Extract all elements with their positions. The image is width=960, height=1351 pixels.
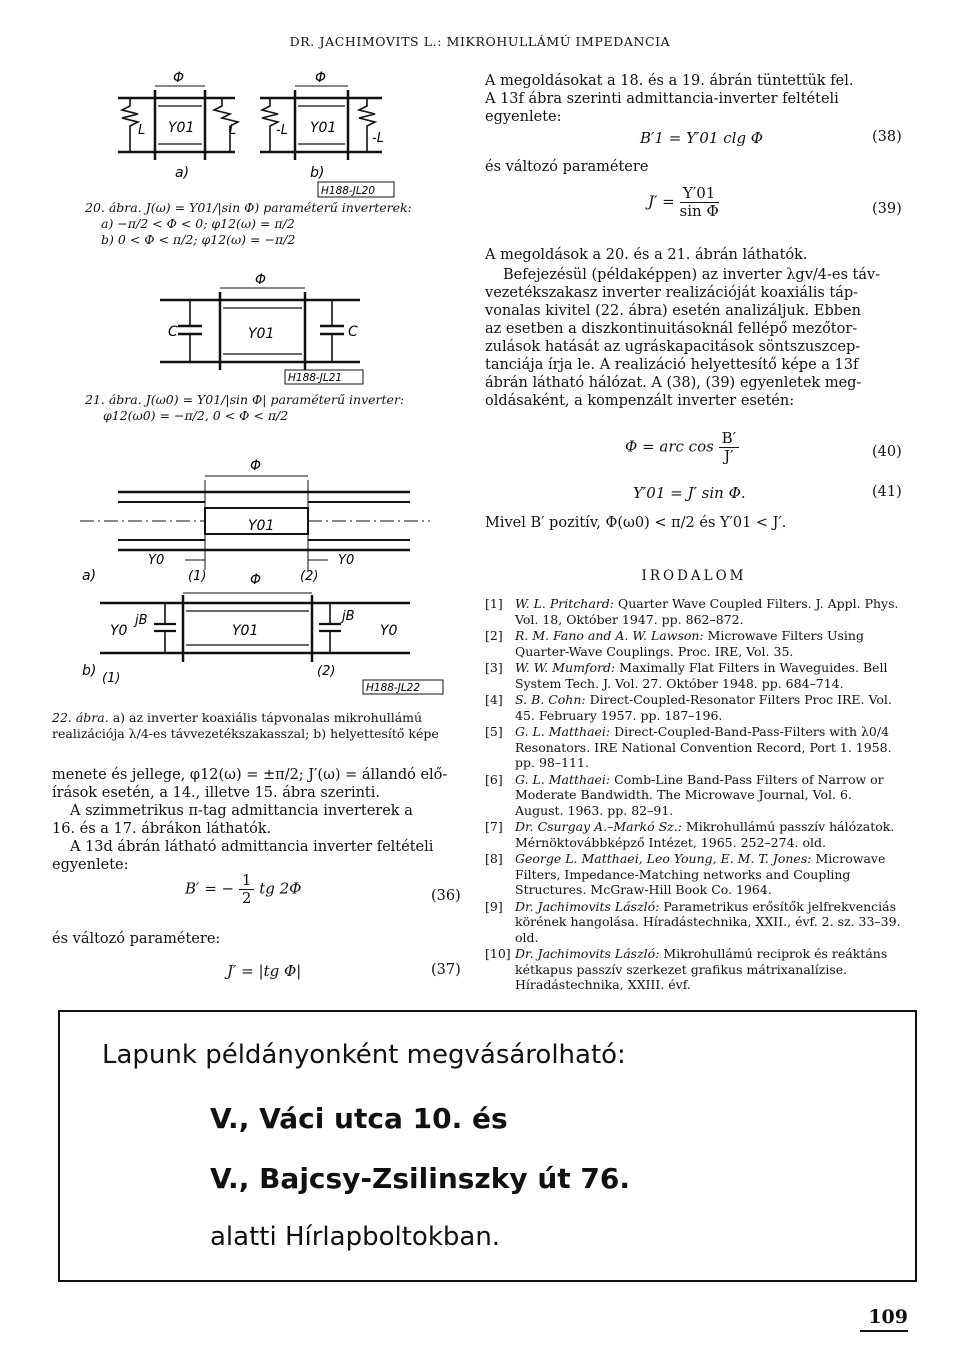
- figure-20-caption: [85, 200, 465, 248]
- fig20-code: H188-JL20: [321, 185, 376, 197]
- fig21-caption-num: 21. ábra.: [85, 392, 142, 407]
- right-p4-line-3: az esetben a diszkontinuitásoknál fellépő mezőtor-: [485, 321, 858, 337]
- equation-41: [633, 484, 746, 502]
- right-p4-line-7: oldásaként, a kompenzált inverter esetén:: [485, 393, 795, 409]
- fig22-jb-right: jB: [342, 609, 355, 624]
- fig22-y0-a-left: Y0: [148, 553, 165, 568]
- eq36-rhs: tg 2Φ: [259, 879, 302, 898]
- fig20-phi-b: Φ: [315, 70, 327, 86]
- page-number: 109: [868, 1306, 908, 1328]
- figure-21-diagram: [160, 270, 370, 385]
- reference-9: [9] Dr. Jachimovits László: Parametrikus erősítők jelfrekvenciás körének hangolása. Híradástechnika, XXII., évf. 2. sz. 33–39. old.: [485, 898, 901, 945]
- eq37-text: J′ = |tg Φ|: [227, 962, 302, 980]
- right-p5: Mivel B′ pozitív, Φ(ω0) < π/2 és Y′01 < J′.: [485, 515, 787, 531]
- right-p4-line-1: vezetékszakasz inverter realizációját koaxiális táp-: [485, 285, 859, 301]
- eq39-fraction: [680, 185, 719, 220]
- reference-6: [6] G. L. Matthaei: Comb-Line Band-Pass Filters of Narrow or Moderate Bandwidth. The Microwave Journal, Vol. 6. August. 1963. pp. 82–91.: [485, 771, 884, 818]
- eq40-den: J′: [724, 447, 734, 465]
- reference-7: [7] Dr. Csurgay A.–Markó Sz.: Mikrohullámú passzív hálózatok. Mérnöktovábbképző Intézet, 1965. 252–274. old.: [485, 819, 895, 850]
- references-heading: IRODALOM: [641, 568, 747, 584]
- fig22-y01-b: Y01: [232, 623, 259, 639]
- fig22-code: H188-JL22: [366, 682, 421, 694]
- eq39-num: Y′01: [680, 185, 719, 203]
- fig22-phi-mid: Φ: [250, 572, 262, 588]
- fig22-caption-line1: a) az inverter koaxiális tápvonalas mikrohullámú: [112, 710, 423, 725]
- eq36-fraction: [239, 872, 255, 907]
- left-p2-line1: A szimmetrikus π-tag admittancia inverterek a: [70, 803, 413, 819]
- eq39-lhs: J′ =: [648, 192, 675, 211]
- fig20-l-2: L: [229, 123, 237, 138]
- reference-4: [4] S. B. Cohn: Direct-Coupled-Resonator Filters Proc IRE. Vol. 45. February 1957. pp. 187–196.: [485, 692, 892, 723]
- fig22-jb-left: jB: [135, 613, 148, 628]
- eq37-number: (37): [431, 962, 461, 978]
- fig20-y01-a: Y01: [168, 120, 195, 136]
- equation-40: [625, 430, 739, 465]
- reference-1: [1] W. L. Pritchard: Quarter Wave Coupled Filters. J. Appl. Phys. Vol. 18, Október 1947. pp. 862–872.: [485, 596, 899, 627]
- fig22-label-b: b): [82, 663, 97, 679]
- left-p3-line2: egyenlete:: [52, 857, 129, 873]
- eq40-number: (40): [872, 444, 902, 460]
- left-column-text: [52, 766, 472, 874]
- eq41-text: Y′01 = J′ sin Φ.: [633, 484, 746, 502]
- fig21-caption-line1: J(ω0) = Y01/|sin Φ| paraméterű inverter:: [145, 392, 405, 407]
- fig20-l-4: -L: [372, 131, 384, 146]
- eq38-number: (38): [872, 129, 902, 145]
- fig22-port1-a: (1): [188, 569, 207, 584]
- eq36-lhs: B′ = −: [185, 879, 235, 898]
- right-p3: A megoldások a 20. és a 21. ábrán láthatók.: [485, 247, 808, 263]
- right-p1: [485, 72, 903, 126]
- fig22-y01-a: Y01: [248, 518, 275, 534]
- fig20-label-a: a): [175, 165, 190, 181]
- figure-22-diagram: [80, 450, 470, 695]
- left-p1-line2: írások esetén, a 14., illetve 15. ábra szerinti.: [52, 785, 381, 801]
- page-number-rule: [860, 1330, 908, 1332]
- fig20-caption-line1: J(ω) = Y01/|sin Φ) paraméterű inverterek:: [145, 200, 412, 215]
- right-p1-line2: A 13f ábra szerinti admittancia-inverter feltételi: [485, 91, 839, 107]
- fig22-port2-b: (2): [317, 664, 336, 679]
- fig22-port2-a: (2): [300, 569, 319, 584]
- eq39-den: sin Φ: [679, 202, 719, 220]
- fig20-caption-line3: b) 0 < Φ < π/2; φ12(ω) = −π/2: [101, 232, 296, 247]
- right-p4-line-6: ábrán látható hálózat. A (38), (39) egyenletek meg-: [485, 375, 862, 391]
- equation-38: [640, 129, 763, 147]
- references-list: [485, 596, 903, 994]
- eq39-number: (39): [872, 201, 902, 217]
- fig22-phi-top: Φ: [250, 458, 262, 474]
- fig20-phi-a: Φ: [173, 70, 185, 86]
- fig21-code: H188-JL21: [288, 372, 343, 384]
- eq40-lhs: Φ = arc cos: [625, 437, 714, 456]
- fig20-l-3: -L: [276, 123, 288, 138]
- reference-3: [3] W. W. Mumford: Maximally Flat Filters in Waveguides. Bell System Tech. J. Vol. 27. Október 1948. pp. 684–714.: [485, 660, 888, 691]
- left-p3-line1: A 13d ábrán látható admittancia inverter feltételi: [70, 839, 434, 855]
- equation-39: [648, 185, 719, 220]
- fig22-label-a: a): [82, 568, 97, 584]
- running-header: DR. JACHIMOVITS L.: MIKROHULLÁMÚ IMPEDANCIA: [289, 34, 671, 49]
- fig21-y01: Y01: [248, 326, 275, 342]
- fig21-c-left: C: [168, 324, 178, 340]
- fig22-caption-num: 22. ábra.: [52, 710, 109, 725]
- fig22-y0-b-right: Y0: [380, 623, 398, 639]
- left-p1-line1: menete és jellege, φ12(ω) = ±π/2; J′(ω) = állandó elő-: [52, 767, 448, 783]
- reference-5: [5] G. L. Matthaei: Direct-Coupled-Band-Pass-Filters with λ0/4 Resonators. IRE National Convention Record, Port 1. 1958. pp. 98–111.: [485, 724, 892, 770]
- right-p2: és változó paramétere: [485, 159, 649, 175]
- fig22-y0-a-right: Y0: [338, 553, 355, 568]
- left-p4: és változó paramétere:: [52, 931, 221, 947]
- figure-20-diagram: [110, 70, 400, 200]
- eq41-number: (41): [872, 484, 902, 500]
- fig20-caption-line2: a) −π/2 < Φ < 0; φ12(ω) = π/2: [101, 216, 295, 231]
- ad-line-4: alatti Hírlapboltokban.: [210, 1222, 501, 1252]
- right-p4-line-4: zulások hatását az ugráskapacitások söntszuszcep-: [485, 339, 861, 355]
- ad-line-3: V., Bajcsy-Zsilinszky út 76.: [210, 1162, 630, 1195]
- ad-line-1: Lapunk példányonként megvásárolható:: [102, 1040, 626, 1070]
- fig20-y01-b: Y01: [310, 120, 337, 136]
- fig22-port1-b: (1): [102, 671, 121, 686]
- left-p2-line2: 16. és a 17. ábrákon láthatók.: [52, 821, 272, 837]
- fig21-caption-line2: φ12(ω0) = −π/2, 0 < Φ < π/2: [103, 408, 289, 423]
- fig21-c-right: C: [348, 324, 358, 340]
- right-p1-line3: egyenlete:: [485, 109, 562, 125]
- fig20-label-b: b): [310, 165, 325, 181]
- eq40-fraction: [719, 430, 739, 465]
- eq38-text: B′1 = Y′01 clg Φ: [640, 129, 764, 147]
- equation-36: [185, 872, 301, 907]
- eq36-number: (36): [431, 888, 461, 904]
- figure-21-caption: [85, 392, 475, 424]
- eq36-den: 2: [241, 889, 252, 907]
- fig20-l-1: L: [138, 123, 146, 138]
- reference-10: [10] Dr. Jachimovits László: Mikrohullámú reciprok és reáktáns kétkapus passzív szerkezet grafikus mátrixanalízise. Híradástechnika, XXIII. évf.: [485, 946, 888, 992]
- right-p4-line-0: Befejezésül (példaképpen) az inverter λgv/4-es táv-: [503, 267, 881, 283]
- reference-8: [8] George L. Matthaei, Leo Young, E. M. T. Jones: Microwave Filters, Impedance-Matching networks and Coupling Structures. McGraw-Hill Book Co. 1964.: [485, 851, 886, 897]
- fig21-phi: Φ: [255, 272, 267, 288]
- figure-22-caption: [52, 710, 472, 742]
- ad-line-2: V., Váci utca 10. és: [210, 1102, 508, 1135]
- eq36-num: 1: [239, 872, 255, 890]
- right-p4: [485, 266, 903, 410]
- eq40-num: B′: [719, 430, 739, 448]
- right-p1-line1: A megoldásokat a 18. és a 19. ábrán tüntettük fel.: [485, 73, 854, 89]
- reference-2: [2] R. M. Fano and A. W. Lawson: Microwave Filters Using Quarter-Wave Couplings. Proc. IRE, Vol. 35.: [485, 628, 864, 659]
- advertisement-box: [58, 1010, 917, 1282]
- right-p4-line-5: tanciája írja le. A realizáció helyettesítő képe a 13f: [485, 357, 859, 373]
- fig22-y0-b-left: Y0: [110, 623, 128, 639]
- right-p4-line-2: vonalas kivitel (22. ábra) esetén analizáljuk. Ebben: [485, 303, 861, 319]
- fig20-caption-num: 20. ábra.: [85, 200, 142, 215]
- fig22-caption-line2: realizációja λ/4-es távvezetékszakasszal; b) helyettesítő képe: [52, 726, 439, 741]
- equation-37: [227, 962, 301, 980]
